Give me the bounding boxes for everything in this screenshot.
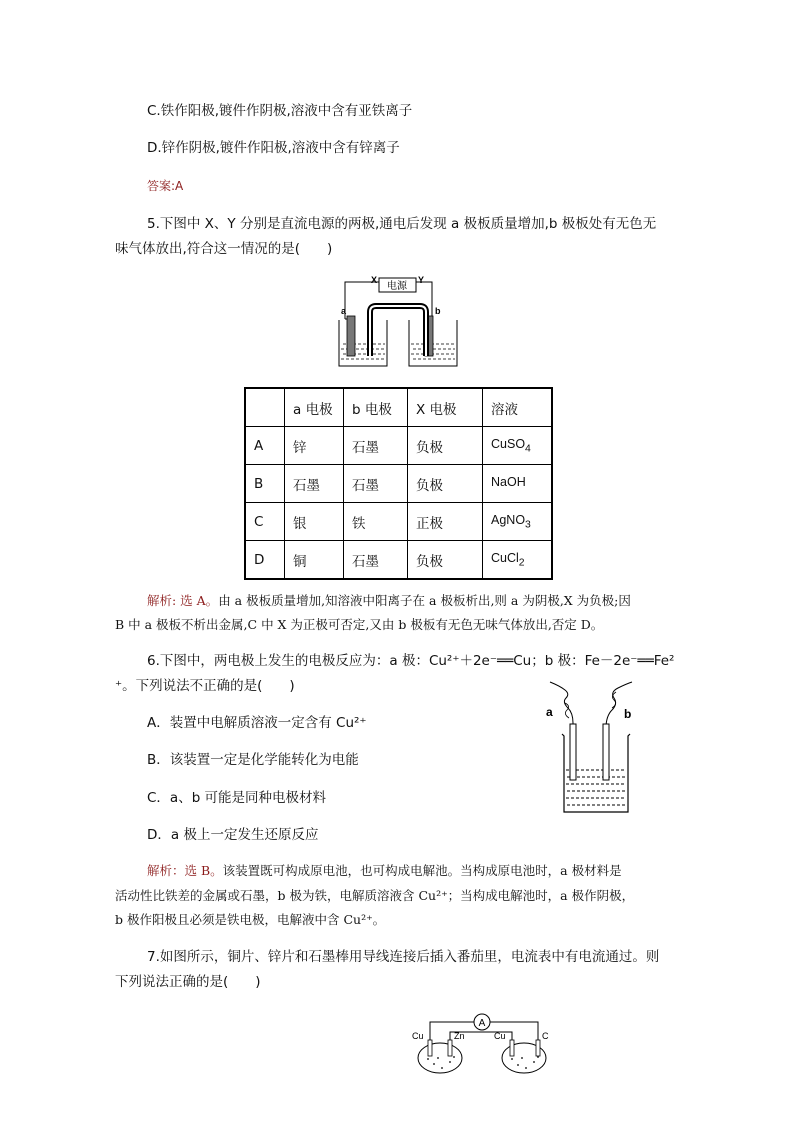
label-right-c: C xyxy=(542,1031,549,1041)
q5-analysis-line1: 解析: 选 A。由 a 极板质量增加,知溶液中阳离子在 a 极板析出,则 a 为阴极,X 为负极;因 xyxy=(147,593,631,608)
table-header-cell: b 电极 xyxy=(344,388,408,427)
electrode-left-zn xyxy=(448,1040,452,1056)
table-cell-solution: AgNO$_3$ xyxy=(483,503,553,541)
table-cell-b: 铁 xyxy=(344,503,408,541)
q5-analysis-label: 解析: 选 A。 xyxy=(147,593,219,608)
table-cell-b: 石墨 xyxy=(344,427,408,465)
electrode-a xyxy=(570,724,576,780)
table-header-row xyxy=(245,388,552,427)
table-cell-a: 铜 xyxy=(285,541,344,580)
label-left-cu: Cu xyxy=(412,1031,424,1041)
q6-analysis-label: 解析：选 B。 xyxy=(147,863,223,878)
electrode-left-cu xyxy=(428,1040,432,1056)
table-cell-x: 负极 xyxy=(408,427,483,465)
table-cell-option: C xyxy=(245,503,285,541)
q6-option-d: D．a 极上一定发生还原反应 xyxy=(147,827,319,843)
table-row xyxy=(245,465,552,503)
q4-option-c: C.铁作阳极,镀件作阴极,溶液中含有亚铁离子 xyxy=(147,103,413,119)
q5-options-table xyxy=(244,387,553,580)
label-y: Y xyxy=(417,275,425,285)
left-tomato xyxy=(418,1043,462,1073)
table-row xyxy=(245,503,552,541)
label-b: b xyxy=(435,306,441,316)
q6-analysis-line3: b 极作阳极且必须是铁电极，电解液中含 Cu²⁺。 xyxy=(115,912,386,927)
label-b: b xyxy=(624,707,632,721)
salt-bridge xyxy=(370,306,426,356)
q5-stem-line2: 味气体放出,符合这一情况的是( ) xyxy=(115,241,333,257)
power-source-label: 电源 xyxy=(387,281,407,292)
q6-stem-line1: 6.下图中，两电极上发生的电极反应为：a 极：Cu²⁺＋2e⁻══Cu；b 极：Fe－2e⁻══Fe² xyxy=(147,653,675,669)
table-row xyxy=(245,541,552,580)
table-header-cell: a 电极 xyxy=(285,388,344,427)
q7-stem-line2: 下列说法正确的是( ) xyxy=(115,974,261,990)
electrode-a xyxy=(347,316,355,356)
table-cell-option: D xyxy=(245,541,285,580)
label-right-cu: Cu xyxy=(494,1031,506,1041)
electrode-right-cu xyxy=(510,1040,514,1056)
label-left-zn: Zn xyxy=(454,1031,465,1041)
table-header-cell: X 电极 xyxy=(408,388,483,427)
table-header-cell xyxy=(245,388,285,427)
q4-answer: 答案:A xyxy=(147,179,184,193)
table-cell-a: 石墨 xyxy=(285,465,344,503)
label-a: a xyxy=(341,306,347,316)
q6-cell-figure xyxy=(540,678,650,818)
table-cell-option: B xyxy=(245,465,285,503)
q6-analysis-line2: 活动性比铁差的金属或石墨，b 极为铁，电解质溶液含 Cu²⁺；当构成电解池时，a 极作阴极， xyxy=(115,888,635,903)
q5-electrolysis-figure xyxy=(335,272,465,370)
q4-option-d: D.锌作阴极,镀件作阳极,溶液中含有锌离子 xyxy=(147,140,400,156)
q5-stem-line1: 5.下图中 X、Y 分别是直流电源的两极,通电后发现 a 极板质量增加,b 极板处有无色无 xyxy=(147,216,657,232)
table-cell-solution: CuSO$_4$ xyxy=(483,427,553,465)
q6-option-c: C．a、b 可能是同种电极材料 xyxy=(147,790,327,806)
table-cell-option: A xyxy=(245,427,285,465)
table-header-cell: 溶液 xyxy=(483,388,553,427)
label-a: a xyxy=(546,705,553,719)
table-cell-b: 石墨 xyxy=(344,465,408,503)
q6-option-b: B．该装置一定是化学能转化为电能 xyxy=(147,752,359,768)
electrode-right-c xyxy=(536,1040,540,1056)
q5-analysis-line2: B 中 a 极板不析出金属,C 中 X 为正极可否定,又由 b 极板有无色无味气体放出,否定 D。 xyxy=(115,617,604,632)
table-row xyxy=(245,427,552,465)
q6-option-a: A．装置中电解质溶液一定含有 Cu²⁺ xyxy=(147,715,367,731)
table-cell-a: 锌 xyxy=(285,427,344,465)
table-cell-solution: CuCl$_2$ xyxy=(483,541,553,580)
table-cell-x: 正极 xyxy=(408,503,483,541)
q7-tomato-battery-figure xyxy=(408,1012,558,1074)
table-cell-b: 石墨 xyxy=(344,541,408,580)
q6-stem-line2: ⁺。下列说法不正确的是( ) xyxy=(115,678,295,694)
table-cell-x: 负极 xyxy=(408,541,483,580)
q6-analysis-line1: 解析：选 B。该装置既可构成原电池，也可构成电解池。当构成原电池时，a 极材料是 xyxy=(147,863,622,878)
ammeter-label: A xyxy=(478,1018,486,1029)
q7-stem-line1: 7.如图所示，铜片、锌片和石墨棒用导线连接后插入番茄里，电流表中有电流通过。则 xyxy=(147,949,660,965)
table-cell-a: 银 xyxy=(285,503,344,541)
label-x: X xyxy=(370,275,378,285)
electrode-b xyxy=(603,724,609,780)
table-cell-solution: NaOH xyxy=(483,465,553,503)
table-cell-x: 负极 xyxy=(408,465,483,503)
